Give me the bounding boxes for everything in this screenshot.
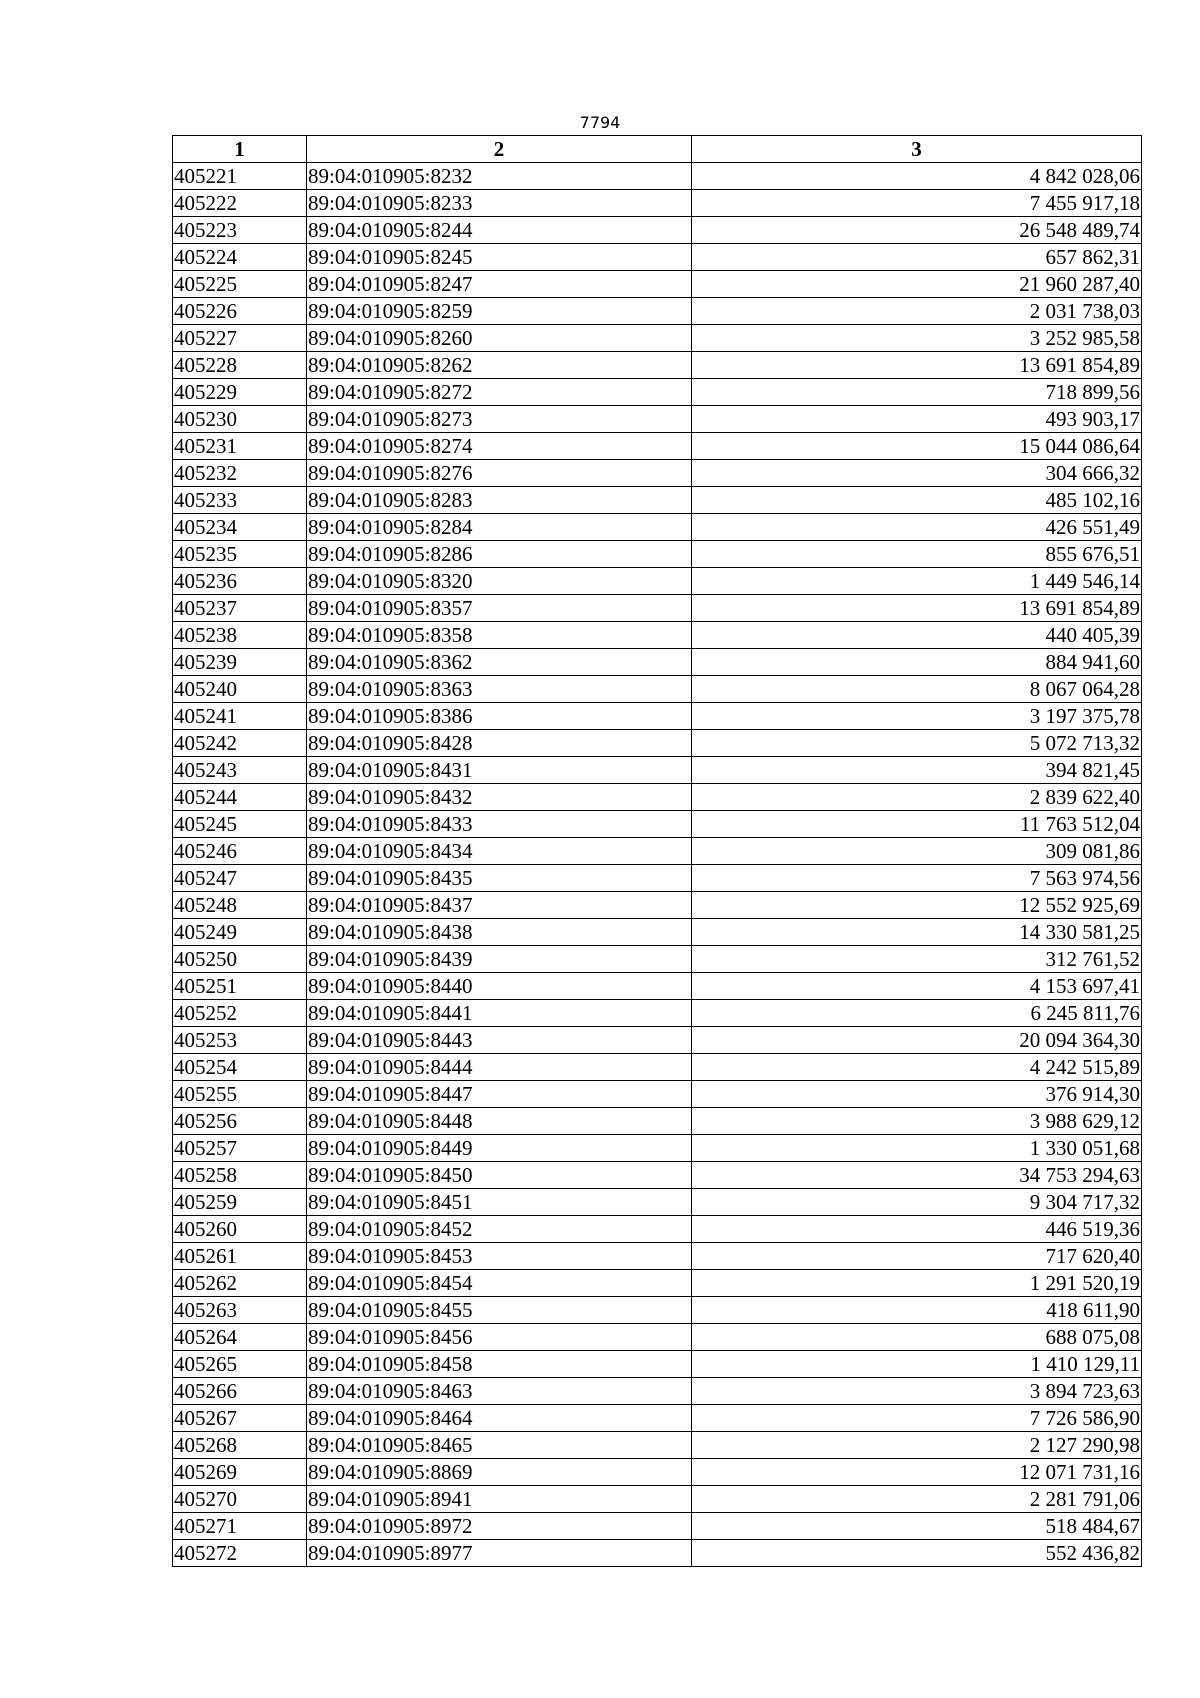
table-row xyxy=(173,541,1142,568)
cadastral-number-cell: 89:04:010905:8286 xyxy=(307,541,692,568)
table-row xyxy=(173,1216,1142,1243)
table-row xyxy=(173,892,1142,919)
amount-cell: 312 761,52 xyxy=(692,946,1142,973)
amount-cell: 2 281 791,06 xyxy=(692,1486,1142,1513)
row-number-cell: 405261 xyxy=(173,1243,307,1270)
amount-cell: 394 821,45 xyxy=(692,757,1142,784)
cadastral-number-cell: 89:04:010905:8435 xyxy=(307,865,692,892)
row-number-cell: 405237 xyxy=(173,595,307,622)
cadastral-number-cell: 89:04:010905:8233 xyxy=(307,190,692,217)
row-number-cell: 405265 xyxy=(173,1351,307,1378)
row-number-cell: 405264 xyxy=(173,1324,307,1351)
row-number-cell: 405233 xyxy=(173,487,307,514)
amount-cell: 1 330 051,68 xyxy=(692,1135,1142,1162)
cadastral-number-cell: 89:04:010905:8232 xyxy=(307,163,692,190)
row-number-cell: 405256 xyxy=(173,1108,307,1135)
table-row xyxy=(173,1108,1142,1135)
row-number-cell: 405228 xyxy=(173,352,307,379)
cadastral-number-cell: 89:04:010905:8451 xyxy=(307,1189,692,1216)
row-number-cell: 405221 xyxy=(173,163,307,190)
cadastral-number-cell: 89:04:010905:8362 xyxy=(307,649,692,676)
amount-cell: 13 691 854,89 xyxy=(692,352,1142,379)
row-number-cell: 405245 xyxy=(173,811,307,838)
table-row xyxy=(173,622,1142,649)
cadastral-number-cell: 89:04:010905:8439 xyxy=(307,946,692,973)
cadastral-number-cell: 89:04:010905:8869 xyxy=(307,1459,692,1486)
cadastral-number-cell: 89:04:010905:8244 xyxy=(307,217,692,244)
amount-cell: 20 094 364,30 xyxy=(692,1027,1142,1054)
table-row xyxy=(173,649,1142,676)
amount-cell: 426 551,49 xyxy=(692,514,1142,541)
cadastral-number-cell: 89:04:010905:8449 xyxy=(307,1135,692,1162)
cadastral-number-cell: 89:04:010905:8358 xyxy=(307,622,692,649)
row-number-cell: 405225 xyxy=(173,271,307,298)
amount-cell: 446 519,36 xyxy=(692,1216,1142,1243)
row-number-cell: 405232 xyxy=(173,460,307,487)
amount-cell: 14 330 581,25 xyxy=(692,919,1142,946)
cadastral-number-cell: 89:04:010905:8262 xyxy=(307,352,692,379)
row-number-cell: 405222 xyxy=(173,190,307,217)
row-number-cell: 405271 xyxy=(173,1513,307,1540)
table-row xyxy=(173,703,1142,730)
table-row xyxy=(173,271,1142,298)
cadastral-number-cell: 89:04:010905:8465 xyxy=(307,1432,692,1459)
row-number-cell: 405266 xyxy=(173,1378,307,1405)
row-number-cell: 405269 xyxy=(173,1459,307,1486)
amount-cell: 26 548 489,74 xyxy=(692,217,1142,244)
cadastral-number-cell: 89:04:010905:8455 xyxy=(307,1297,692,1324)
amount-cell: 1 291 520,19 xyxy=(692,1270,1142,1297)
cadastral-number-cell: 89:04:010905:8386 xyxy=(307,703,692,730)
amount-cell: 5 072 713,32 xyxy=(692,730,1142,757)
cadastral-number-cell: 89:04:010905:8245 xyxy=(307,244,692,271)
cadastral-number-cell: 89:04:010905:8448 xyxy=(307,1108,692,1135)
cadastral-number-cell: 89:04:010905:8283 xyxy=(307,487,692,514)
row-number-cell: 405241 xyxy=(173,703,307,730)
table-row xyxy=(173,811,1142,838)
row-number-cell: 405240 xyxy=(173,676,307,703)
amount-cell: 3 252 985,58 xyxy=(692,325,1142,352)
cadastral-number-cell: 89:04:010905:8432 xyxy=(307,784,692,811)
table-row xyxy=(173,1432,1142,1459)
table-row xyxy=(173,325,1142,352)
cadastral-number-cell: 89:04:010905:8320 xyxy=(307,568,692,595)
cadastral-number-cell: 89:04:010905:8977 xyxy=(307,1540,692,1567)
row-number-cell: 405257 xyxy=(173,1135,307,1162)
row-number-cell: 405239 xyxy=(173,649,307,676)
table-row xyxy=(173,190,1142,217)
row-number-cell: 405243 xyxy=(173,757,307,784)
amount-cell: 688 075,08 xyxy=(692,1324,1142,1351)
amount-cell: 6 245 811,76 xyxy=(692,1000,1142,1027)
table-row xyxy=(173,946,1142,973)
cadastral-number-cell: 89:04:010905:8259 xyxy=(307,298,692,325)
row-number-cell: 405253 xyxy=(173,1027,307,1054)
cadastral-number-cell: 89:04:010905:8274 xyxy=(307,433,692,460)
amount-cell: 34 753 294,63 xyxy=(692,1162,1142,1189)
amount-cell: 855 676,51 xyxy=(692,541,1142,568)
table-row xyxy=(173,730,1142,757)
row-number-cell: 405263 xyxy=(173,1297,307,1324)
cadastral-number-cell: 89:04:010905:8456 xyxy=(307,1324,692,1351)
header-row xyxy=(173,136,1142,163)
cadastral-number-cell: 89:04:010905:8454 xyxy=(307,1270,692,1297)
amount-cell: 485 102,16 xyxy=(692,487,1142,514)
table-row xyxy=(173,1189,1142,1216)
table-row xyxy=(173,919,1142,946)
amount-cell: 440 405,39 xyxy=(692,622,1142,649)
table-row xyxy=(173,1270,1142,1297)
cadastral-number-cell: 89:04:010905:8972 xyxy=(307,1513,692,1540)
row-number-cell: 405268 xyxy=(173,1432,307,1459)
row-number-cell: 405242 xyxy=(173,730,307,757)
cadastral-number-cell: 89:04:010905:8444 xyxy=(307,1054,692,1081)
table-row xyxy=(173,1027,1142,1054)
cadastral-number-cell: 89:04:010905:8440 xyxy=(307,973,692,1000)
row-number-cell: 405230 xyxy=(173,406,307,433)
cadastral-number-cell: 89:04:010905:8450 xyxy=(307,1162,692,1189)
cadastral-number-cell: 89:04:010905:8247 xyxy=(307,271,692,298)
amount-cell: 12 552 925,69 xyxy=(692,892,1142,919)
table-row xyxy=(173,1540,1142,1567)
cadastral-number-cell: 89:04:010905:8431 xyxy=(307,757,692,784)
amount-cell: 1 410 129,11 xyxy=(692,1351,1142,1378)
row-number-cell: 405227 xyxy=(173,325,307,352)
cadastral-number-cell: 89:04:010905:8357 xyxy=(307,595,692,622)
row-number-cell: 405267 xyxy=(173,1405,307,1432)
amount-cell: 376 914,30 xyxy=(692,1081,1142,1108)
table-row xyxy=(173,163,1142,190)
table-row xyxy=(173,676,1142,703)
row-number-cell: 405272 xyxy=(173,1540,307,1567)
table-row xyxy=(173,1162,1142,1189)
amount-cell: 718 899,56 xyxy=(692,379,1142,406)
amount-cell: 7 563 974,56 xyxy=(692,865,1142,892)
cadastral-number-cell: 89:04:010905:8447 xyxy=(307,1081,692,1108)
table-body xyxy=(173,163,1142,1567)
amount-cell: 3 894 723,63 xyxy=(692,1378,1142,1405)
cadastral-number-cell: 89:04:010905:8452 xyxy=(307,1216,692,1243)
table-row xyxy=(173,1243,1142,1270)
table-row xyxy=(173,973,1142,1000)
table-header xyxy=(173,136,1142,163)
column-header-3: 3 xyxy=(692,136,1142,163)
page-number: 7794 xyxy=(579,113,621,132)
table-row xyxy=(173,1054,1142,1081)
table-row xyxy=(173,298,1142,325)
cadastral-number-cell: 89:04:010905:8438 xyxy=(307,919,692,946)
table-row xyxy=(173,595,1142,622)
row-number-cell: 405229 xyxy=(173,379,307,406)
amount-cell: 13 691 854,89 xyxy=(692,595,1142,622)
amount-cell: 9 304 717,32 xyxy=(692,1189,1142,1216)
row-number-cell: 405234 xyxy=(173,514,307,541)
table-row xyxy=(173,1351,1142,1378)
row-number-cell: 405223 xyxy=(173,217,307,244)
table-row xyxy=(173,784,1142,811)
row-number-cell: 405259 xyxy=(173,1189,307,1216)
amount-cell: 2 127 290,98 xyxy=(692,1432,1142,1459)
row-number-cell: 405250 xyxy=(173,946,307,973)
cadastral-number-cell: 89:04:010905:8260 xyxy=(307,325,692,352)
amount-cell: 3 197 375,78 xyxy=(692,703,1142,730)
row-number-cell: 405247 xyxy=(173,865,307,892)
row-number-cell: 405262 xyxy=(173,1270,307,1297)
cadastral-number-cell: 89:04:010905:8276 xyxy=(307,460,692,487)
table-row xyxy=(173,1405,1142,1432)
table-row xyxy=(173,1513,1142,1540)
cadastral-number-cell: 89:04:010905:8433 xyxy=(307,811,692,838)
cadastral-number-cell: 89:04:010905:8453 xyxy=(307,1243,692,1270)
amount-cell: 7 726 586,90 xyxy=(692,1405,1142,1432)
row-number-cell: 405270 xyxy=(173,1486,307,1513)
row-number-cell: 405249 xyxy=(173,919,307,946)
row-number-cell: 405226 xyxy=(173,298,307,325)
amount-cell: 1 449 546,14 xyxy=(692,568,1142,595)
table-row xyxy=(173,433,1142,460)
cadastral-number-cell: 89:04:010905:8941 xyxy=(307,1486,692,1513)
table-row xyxy=(173,487,1142,514)
table-row xyxy=(173,1324,1142,1351)
table-row xyxy=(173,217,1142,244)
table-row xyxy=(173,1459,1142,1486)
amount-cell: 309 081,86 xyxy=(692,838,1142,865)
amount-cell: 15 044 086,64 xyxy=(692,433,1142,460)
table-row xyxy=(173,1000,1142,1027)
row-number-cell: 405235 xyxy=(173,541,307,568)
amount-cell: 717 620,40 xyxy=(692,1243,1142,1270)
data-table xyxy=(172,135,1142,1567)
amount-cell: 552 436,82 xyxy=(692,1540,1142,1567)
table-row xyxy=(173,568,1142,595)
cadastral-number-cell: 89:04:010905:8272 xyxy=(307,379,692,406)
row-number-cell: 405258 xyxy=(173,1162,307,1189)
table-row xyxy=(173,514,1142,541)
cadastral-number-cell: 89:04:010905:8434 xyxy=(307,838,692,865)
table-row xyxy=(173,1081,1142,1108)
amount-cell: 12 071 731,16 xyxy=(692,1459,1142,1486)
table-row xyxy=(173,460,1142,487)
amount-cell: 2 839 622,40 xyxy=(692,784,1142,811)
cadastral-number-cell: 89:04:010905:8284 xyxy=(307,514,692,541)
row-number-cell: 405260 xyxy=(173,1216,307,1243)
row-number-cell: 405255 xyxy=(173,1081,307,1108)
table-row xyxy=(173,244,1142,271)
table-row xyxy=(173,1486,1142,1513)
amount-cell: 2 031 738,03 xyxy=(692,298,1142,325)
row-number-cell: 405251 xyxy=(173,973,307,1000)
cadastral-number-cell: 89:04:010905:8464 xyxy=(307,1405,692,1432)
table-row xyxy=(173,865,1142,892)
cadastral-number-cell: 89:04:010905:8441 xyxy=(307,1000,692,1027)
cadastral-number-cell: 89:04:010905:8463 xyxy=(307,1378,692,1405)
cadastral-number-cell: 89:04:010905:8363 xyxy=(307,676,692,703)
row-number-cell: 405236 xyxy=(173,568,307,595)
row-number-cell: 405224 xyxy=(173,244,307,271)
amount-cell: 7 455 917,18 xyxy=(692,190,1142,217)
amount-cell: 4 153 697,41 xyxy=(692,973,1142,1000)
table-row xyxy=(173,1378,1142,1405)
cadastral-number-cell: 89:04:010905:8443 xyxy=(307,1027,692,1054)
table-row xyxy=(173,352,1142,379)
row-number-cell: 405238 xyxy=(173,622,307,649)
amount-cell: 518 484,67 xyxy=(692,1513,1142,1540)
row-number-cell: 405254 xyxy=(173,1054,307,1081)
amount-cell: 3 988 629,12 xyxy=(692,1108,1142,1135)
amount-cell: 4 242 515,89 xyxy=(692,1054,1142,1081)
amount-cell: 8 067 064,28 xyxy=(692,676,1142,703)
amount-cell: 304 666,32 xyxy=(692,460,1142,487)
row-number-cell: 405248 xyxy=(173,892,307,919)
row-number-cell: 405252 xyxy=(173,1000,307,1027)
table-row xyxy=(173,1297,1142,1324)
table-row xyxy=(173,1135,1142,1162)
cadastral-number-cell: 89:04:010905:8458 xyxy=(307,1351,692,1378)
table-row xyxy=(173,406,1142,433)
amount-cell: 21 960 287,40 xyxy=(692,271,1142,298)
table-row xyxy=(173,379,1142,406)
amount-cell: 493 903,17 xyxy=(692,406,1142,433)
amount-cell: 657 862,31 xyxy=(692,244,1142,271)
column-header-1: 1 xyxy=(173,136,307,163)
cadastral-number-cell: 89:04:010905:8273 xyxy=(307,406,692,433)
amount-cell: 4 842 028,06 xyxy=(692,163,1142,190)
row-number-cell: 405244 xyxy=(173,784,307,811)
amount-cell: 884 941,60 xyxy=(692,649,1142,676)
table-row xyxy=(173,757,1142,784)
column-header-2: 2 xyxy=(307,136,692,163)
amount-cell: 11 763 512,04 xyxy=(692,811,1142,838)
row-number-cell: 405246 xyxy=(173,838,307,865)
table-row xyxy=(173,838,1142,865)
amount-cell: 418 611,90 xyxy=(692,1297,1142,1324)
cadastral-number-cell: 89:04:010905:8428 xyxy=(307,730,692,757)
cadastral-number-cell: 89:04:010905:8437 xyxy=(307,892,692,919)
row-number-cell: 405231 xyxy=(173,433,307,460)
